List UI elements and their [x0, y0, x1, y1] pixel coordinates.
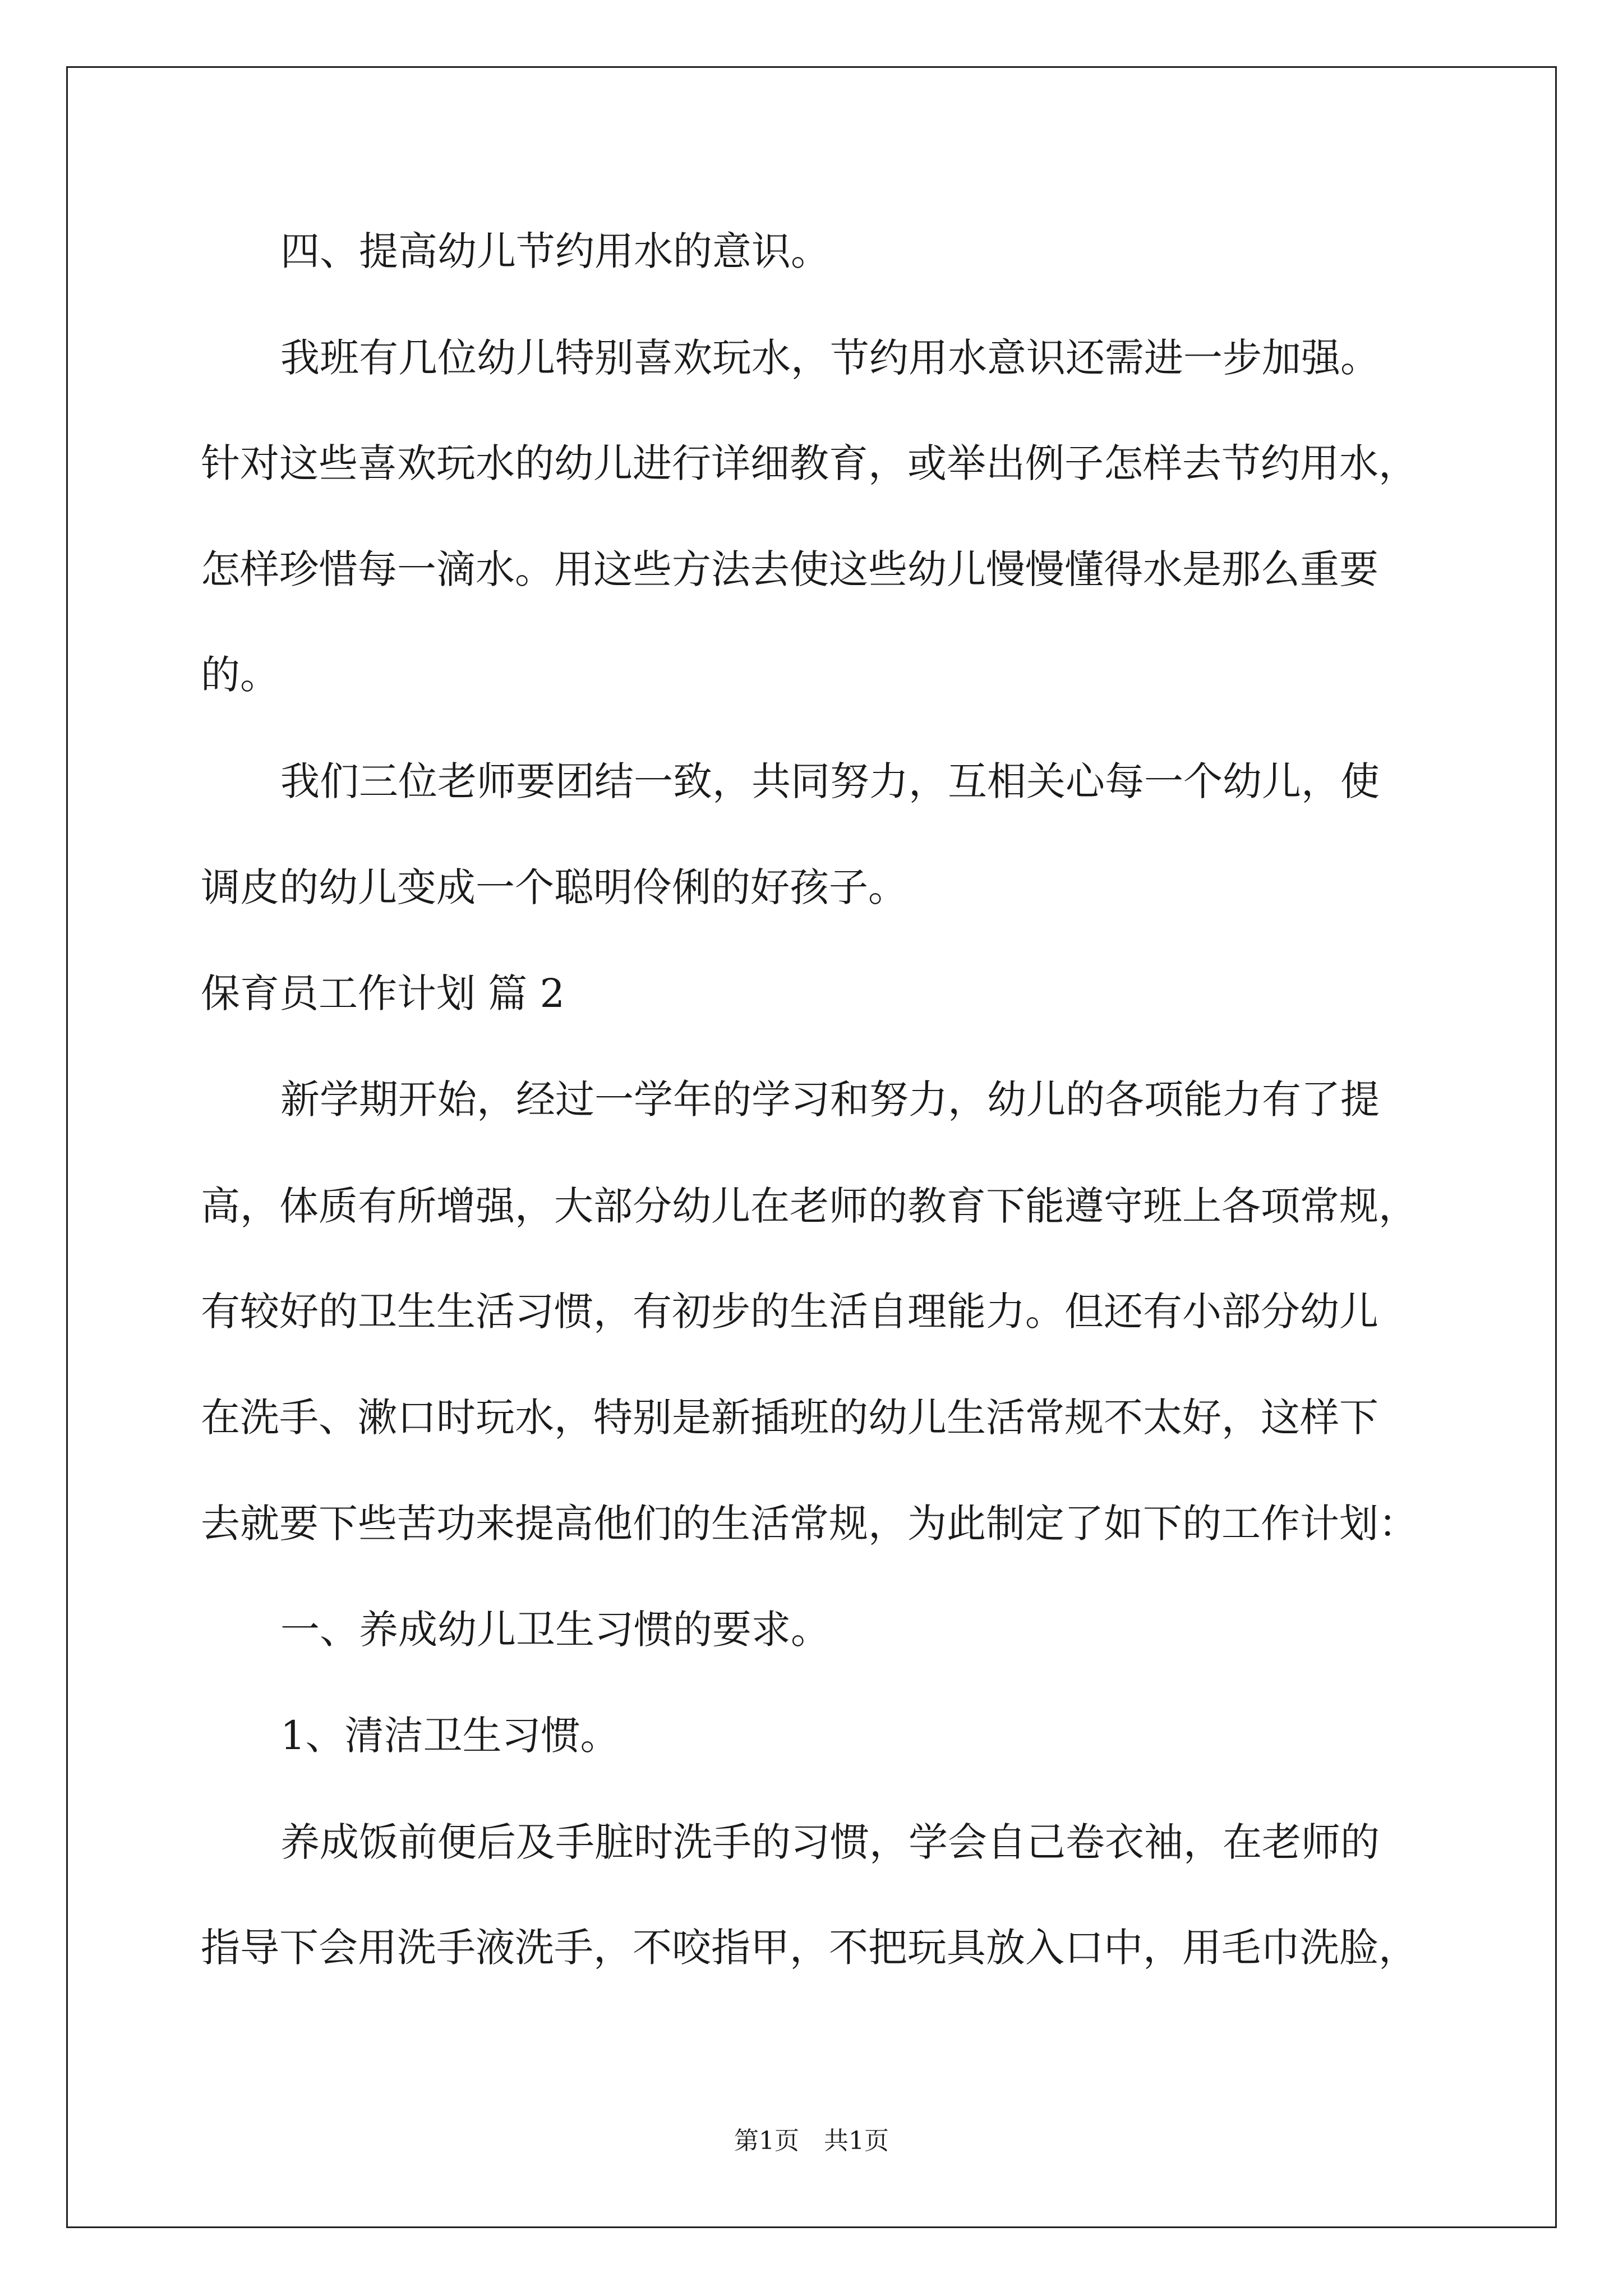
paragraph-line: 有较好的卫生生活习惯，有初步的生活自理能力。但还有小部分幼儿: [201, 1289, 1378, 1335]
paragraph-line: 调皮的幼儿变成一个聪明伶俐的好孩子。: [201, 864, 907, 910]
paragraph-line: 新学期开始，经过一学年的学习和努力，幼儿的各项能力有了提: [280, 1076, 1380, 1122]
paragraph-line: 我班有几位幼儿特别喜欢玩水，节约用水意识还需进一步加强。: [280, 335, 1380, 381]
paragraph-line: 怎样珍惜每一滴水。用这些方法去使这些幼儿慢慢懂得水是那么重要: [201, 546, 1378, 592]
paragraph-line: 针对这些喜欢玩水的幼儿进行详细教育，或举出例子怎样去节约用水，: [201, 440, 1418, 486]
section-heading: 保育员工作计划 篇 2: [201, 970, 565, 1016]
paragraph-line: 的。: [201, 652, 279, 698]
paragraph-line: 高，体质有所增强，大部分幼儿在老师的教育下能遵守班上各项常规，: [201, 1183, 1418, 1229]
paragraph-line: 去就要下些苦功来提高他们的生活常规，为此制定了如下的工作计划：: [201, 1501, 1418, 1547]
paragraph-line: 指导下会用洗手液洗手，不咬指甲，不把玩具放入口中，用毛巾洗脸，: [201, 1925, 1418, 1971]
page-footer: 第1页 共1页: [734, 2127, 889, 2155]
paragraph-line: 养成饭前便后及手脏时洗手的习惯，学会自己卷衣袖，在老师的: [280, 1819, 1380, 1865]
paragraph-line: 我们三位老师要团结一致，共同努力，互相关心每一个幼儿，使: [280, 758, 1380, 804]
page-border: [66, 66, 1557, 2228]
paragraph-line: 在洗手、漱口时玩水，特别是新插班的幼儿生活常规不太好，这样下: [201, 1395, 1378, 1441]
paragraph-line: 四、提高幼儿节约用水的意识。: [280, 228, 830, 274]
paragraph-line: 1、清洁卫生习惯。: [280, 1713, 620, 1759]
paragraph-line: 一、养成幼儿卫生习惯的要求。: [280, 1607, 830, 1653]
